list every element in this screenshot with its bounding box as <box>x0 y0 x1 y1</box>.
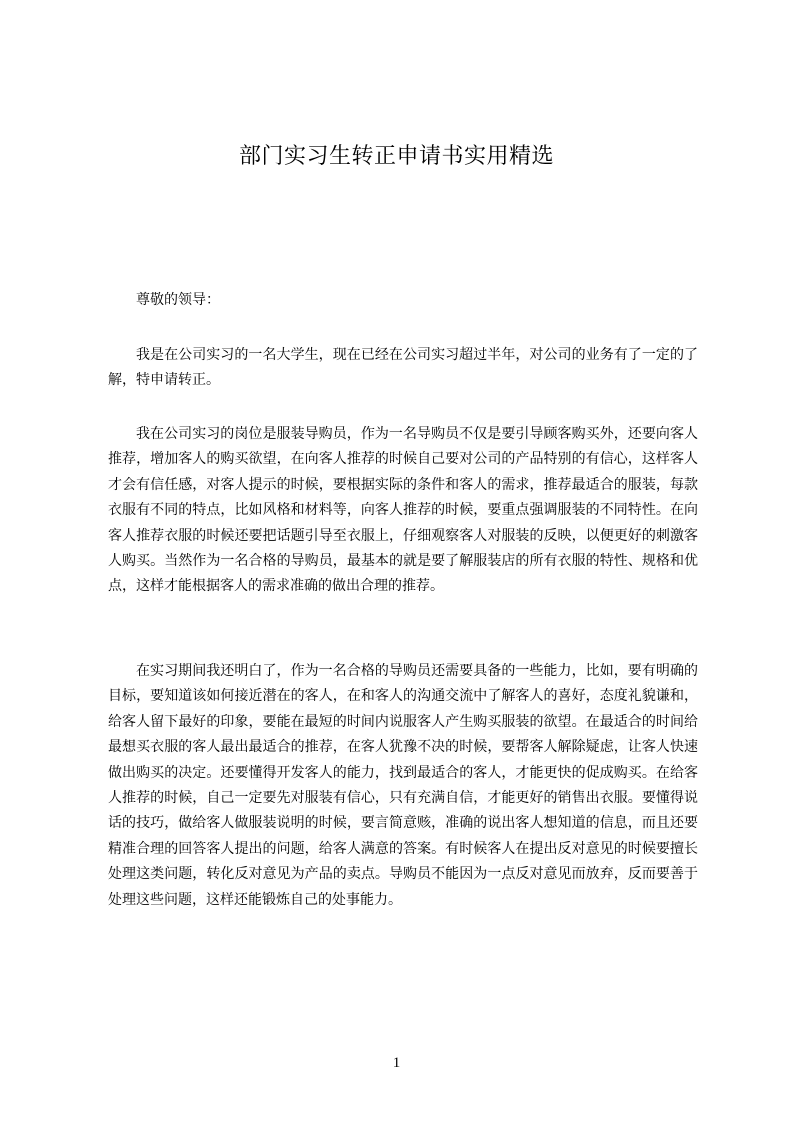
salutation: 尊敬的领导： <box>136 292 220 308</box>
page-number: 1 <box>392 1055 401 1071</box>
paragraph-intro: 我是在公司实习的一名大学生，现在已经在公司实习超过半年，对公司的业务有了一定的了解，特申请转正。 <box>108 347 698 389</box>
document-title: 部门实习生转正申请书实用精选 <box>238 144 554 169</box>
paragraph-job-role: 我在公司实习的岗位是服装导购员，作为一名导购员不仅是要引导顾客购买外，还要向客人推荐，增加客人的购买欲望，在向客人推荐的时候自己要对公司的产品特别的有信心，这样客人才会有信任感，对客人提示的时候，要根据实际的条件和客人的需求，推荐最适合的服装，每款衣服有不同的特点，比如风格和材料等，向客人推荐的时候，要重点强调服装的不同特性。在向客人推荐衣服的时候还要把话题引导至衣服上，仔细观察客人对服装的反映，以便更好的刺激客人购买。当然作为一名合格的导购员，最基本的就是要了解服装店的所有衣服的特性、规格和优点，这样才能根据客人的需求准确的做出合理的推荐。 <box>108 426 698 595</box>
paragraph-skills-learned: 在实习期间我还明白了，作为一名合格的导购员还需要具备的一些能力，比如，要有明确的目标，要知道该如何接近潜在的客人，在和客人的沟通交流中了解客人的喜好，态度礼貌谦和，给客人留下最好的印象，要能在最短的时间内说服客人产生购买服装的欲望。在最适合的时间给最想买衣服的客人最出最适合的推荐，在客人犹豫不决的时候，要帮客人解除疑虑，让客人快速做出购买的决定。还要懂得开发客人的能力，找到最适合的客人，才能更快的促成购买。在给客人推荐的时候，自己一定要先对服装有信心，只有充满自信，才能更好的销售出衣服。要懂得说话的技巧，做给客人做服装说明的时候，要言简意赅，准确的说出客人想知道的信息，而且还要精准合理的回答客人提出的问题，给客人满意的答案。有时候客人在提出反对意见的时候要擅长处理这类问题，转化反对意见为产品的卖点。导购员不能因为一点反对意见而放弃，反而要善于处理这些问题，这样还能锻炼自己的处事能力。 <box>108 663 698 908</box>
